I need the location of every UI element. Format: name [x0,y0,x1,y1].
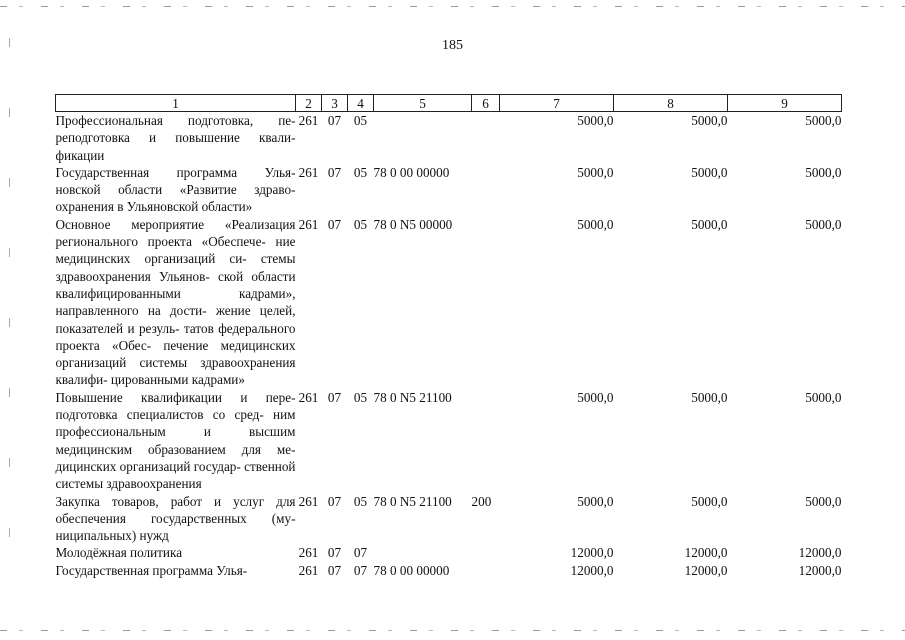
amount-year-3: 12000,0 [798,545,842,561]
row-description [56,544,296,561]
table-row [56,112,842,164]
expense-type-code [472,112,500,164]
section-code: 07 [327,113,342,128]
amount-year-2: 12000,0 [684,562,728,578]
row-description [56,216,296,389]
amount-year-3: 5000,0 [805,216,842,232]
table-row [56,216,842,389]
description-line: дицинских организаций государ- [55,458,241,474]
target-article-code: 78 0 N5 21100 [373,389,452,405]
header-cell: 9 [728,95,842,112]
target-article-code: 78 0 N5 00000 [373,216,453,232]
header-cell: 5 [374,95,472,112]
budget-table [55,94,842,579]
section-code: 07 [327,164,342,180]
header-cell: 6 [472,95,500,112]
description-line: стемы здравоохранения Ульянов- [55,251,296,284]
description-line: медицинским образованием для ме- [55,441,296,457]
subsection-code: 05 [353,113,368,128]
amount-year-2: 12000,0 [684,545,728,561]
header-cell: 4 [348,95,374,112]
description-line: ние медицинских организаций си- [55,234,296,267]
expense-type-code: 200 [471,493,492,509]
amount-year-2: 5000,0 [691,389,728,405]
subsection-code: 05 [353,216,368,232]
scan-edge-bottom [0,630,905,631]
expense-type-code [472,562,500,579]
description-line: ской области квалифицированными [55,268,296,301]
description-line: кадрами», направленного на дости- [55,285,296,319]
header-row [56,95,842,112]
amount-year-3: 12000,0 [798,562,842,578]
amount-year-2: 5000,0 [691,113,728,128]
section-code: 07 [327,562,342,578]
amount-year-3: 5000,0 [805,389,842,405]
table-row [56,562,842,579]
description-line: подготовка специалистов со сред- [55,407,264,423]
section-code: 07 [327,216,342,232]
description-line: системы здравоохранения квалифи- [55,355,296,388]
description-line: Повышение квалификации и пере- [55,389,296,405]
description-line: фикации [55,147,105,163]
amount-year-2: 5000,0 [691,493,728,509]
table-row [56,164,842,216]
table-row [56,493,842,545]
description-line: обеспечения государственных (му- [55,510,296,526]
expense-type-code [472,216,500,389]
subsection-code: 05 [353,389,368,405]
ministry-code: 261 [298,389,319,405]
ministry-code: 261 [298,113,319,128]
amount-year-1: 5000,0 [577,113,614,128]
header-cell: 7 [500,95,614,112]
row-description [56,164,296,216]
description-line: ниципальных) нужд [55,528,169,544]
subsection-code: 07 [353,545,368,561]
header-cell: 1 [56,95,296,112]
section-code: 07 [327,493,342,509]
amount-year-2: 5000,0 [691,164,728,180]
table-row [56,389,842,493]
amount-year-3: 5000,0 [805,164,842,180]
row-description [56,112,296,164]
description-line: Государственная программа Улья- [55,164,296,180]
expense-type-code [472,164,500,216]
page-number: 185 [442,38,463,53]
description-line: Закупка товаров, работ и услуг для [55,493,296,509]
description-line: ственной системы здравоохранения [55,458,296,492]
description-line: Государственная программа Улья- [55,562,248,578]
amount-year-1: 5000,0 [577,389,614,405]
description-line: цированными кадрами» [110,372,245,388]
amount-year-1: 12000,0 [570,562,614,578]
section-code: 07 [327,389,342,405]
table-body [56,112,842,580]
ministry-code: 261 [298,164,319,180]
description-line: жение целей, показателей и резуль- [55,303,296,336]
subsection-code: 05 [353,493,368,509]
amount-year-3: 5000,0 [805,113,842,128]
description-line: ним профессиональным и высшим [55,407,296,440]
description-line: Молодёжная политика [55,545,183,561]
ministry-code: 261 [298,493,319,509]
target-article-code: 78 0 00 00000 [373,164,450,180]
header-cell: 2 [296,95,322,112]
amount-year-2: 5000,0 [691,216,728,232]
amount-year-1: 12000,0 [570,545,614,561]
description-line: регионального проекта «Обеспече- [55,234,266,250]
description-line: печение медицинских организаций [55,337,296,371]
description-line: Профессиональная подготовка, пе- [55,113,296,128]
ministry-code: 261 [298,216,319,232]
amount-year-3: 5000,0 [805,493,842,509]
target-article-code: 78 0 N5 21100 [373,493,452,509]
target-article-code [374,544,472,561]
header-cell: 3 [322,95,348,112]
subsection-code: 07 [353,562,368,578]
row-description [56,389,296,493]
target-article-code: 78 0 00 00000 [373,562,450,578]
expense-type-code [472,389,500,493]
section-code: 07 [327,545,342,561]
amount-year-1: 5000,0 [577,164,614,180]
description-line: охранения в Ульяновской области» [55,199,253,215]
description-line: новской области «Развитие здраво- [55,182,296,198]
description-line: Основное мероприятие «Реализация [55,216,296,232]
amount-year-1: 5000,0 [577,216,614,232]
expense-type-code [472,544,500,561]
table-row [56,544,842,561]
header-cell: 8 [614,95,728,112]
description-line: татов федерального проекта «Обес- [55,320,296,353]
subsection-code: 05 [353,164,368,180]
amount-year-1: 5000,0 [577,493,614,509]
row-description [56,562,296,579]
ministry-code: 261 [298,562,319,578]
ministry-code: 261 [298,545,319,561]
description-line: реподготовка и повышение квали- [55,130,296,146]
row-description [56,493,296,545]
target-article-code [374,112,472,164]
scan-edge-top [0,6,905,7]
scan-edge-left [9,38,10,598]
